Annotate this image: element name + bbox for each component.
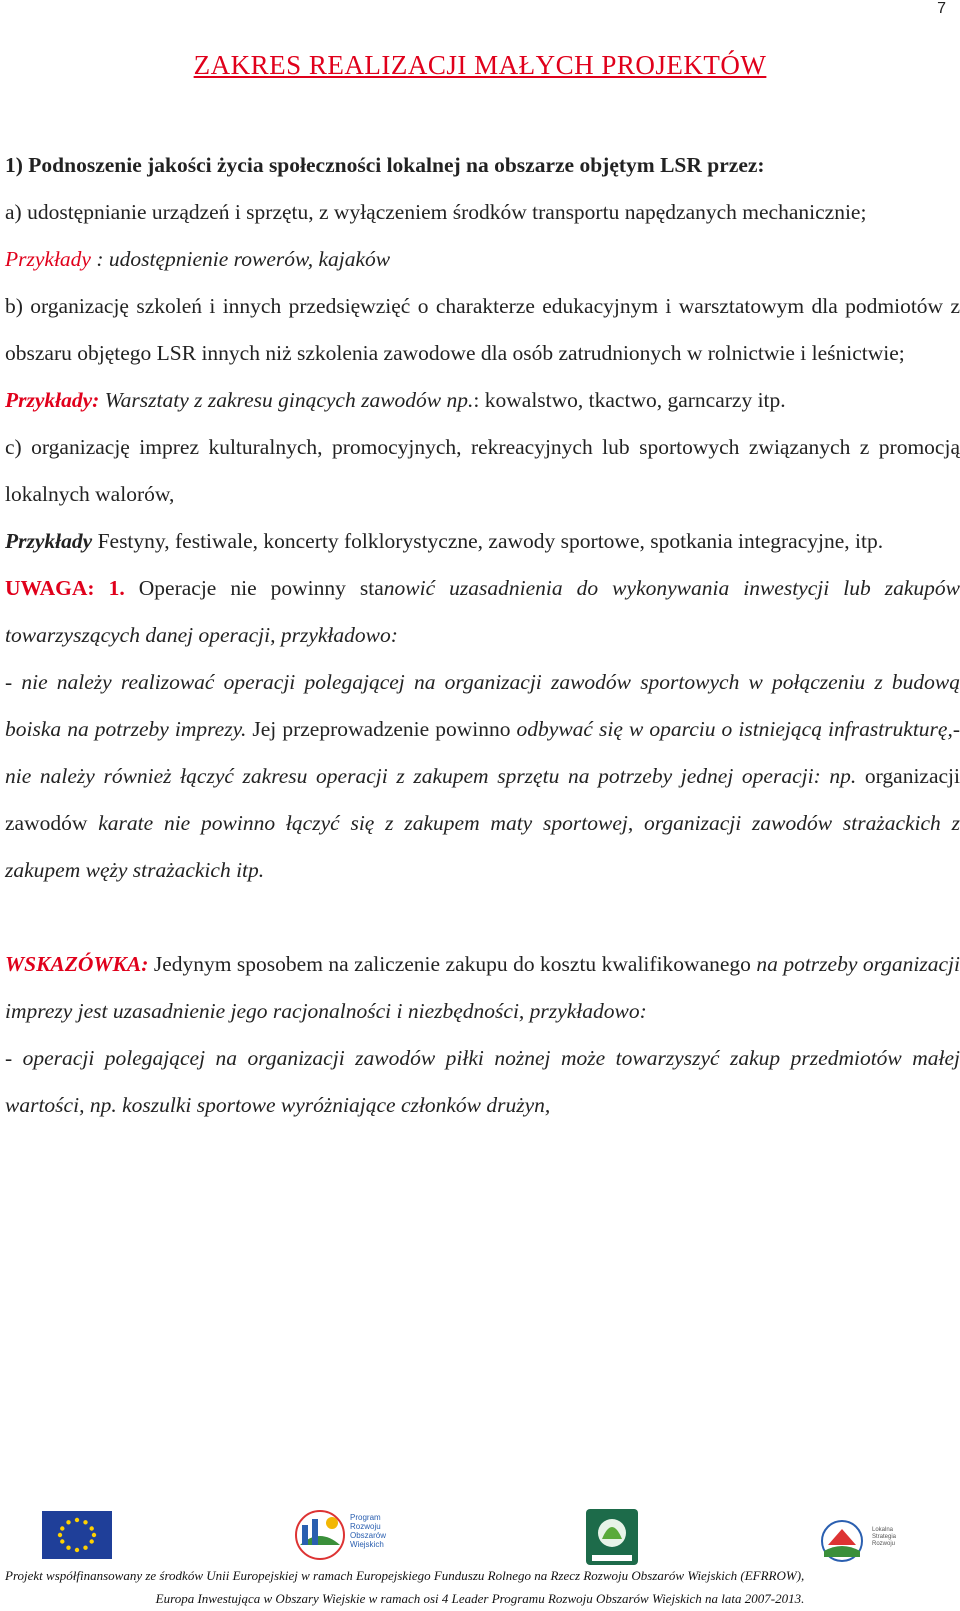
footer-line-1: Projekt współfinansowany ze środków Unii Europejskiej w ramach Europejskiego Funduszu Rolnego na Rzecz Rozwoju Obszarów Wiejskich (EFRROW), [5, 1568, 805, 1583]
prow-logo-text: Program Rozwoju Obszarów Wiejskich [350, 1513, 387, 1549]
paragraph-spacer [5, 894, 960, 941]
leader-logo-icon [586, 1509, 638, 1570]
footer-line-2: Europa Inwestująca w Obszary Wiejskie w ramach osi 4 Leader Programu Rozwoju Obszarów Wiejskich na lata 2007-2013. [155, 1591, 805, 1606]
logo-strip [0, 1505, 960, 1570]
example-text: Warsztaty z zakresu ginących zawodów np. [99, 388, 474, 412]
lgd-logo-text: Lokalna Strategia Rozwoju [872, 1527, 897, 1547]
wskazowka-text: na potrzeby organizacji imprezy jest uzasadnienie jego racjonalności i niezbędności, przykładowo: [5, 952, 960, 1023]
page-title: ZAKRES REALIZACJI MAŁYCH PROJEKTÓW [193, 50, 767, 80]
uwaga-example-text: - nie należy realizować operacji polegającej na organizacji zawodów sportowych w połączeniu z budową boiska na potrzeby imprezy. [5, 670, 960, 741]
example-label: Przykłady [5, 247, 91, 271]
uwaga-note [5, 565, 960, 659]
page-number: 7 [937, 0, 946, 17]
example-label: Przykłady: [5, 388, 100, 412]
item-a: a) udostępnianie urządzeń i sprzętu, z wyłączeniem środków transportu napędzanych mechanicznie; [5, 200, 867, 224]
item-b: b) organizację szkoleń i innych przedsięwzięć o charakterze edukacyjnym i warsztatowym dla podmiotów z obszaru objętego LSR innych niż szkolenia zawodowe dla osób zatrudnionych w rolnictwie i leśnictwie; [5, 294, 960, 365]
item-b-example [5, 377, 960, 424]
eu-flag-icon [42, 1511, 112, 1559]
example-label: Przykłady [5, 529, 93, 553]
item-c-example [5, 518, 960, 565]
example-text: : kowalstwo, tkactwo, garncarzy itp. [473, 388, 786, 412]
uwaga-example-text: organizacji zawodów [5, 764, 960, 835]
document-body [5, 142, 960, 1129]
example-text: Festyny, festiwale, koncerty folklorystyczne, zawody sportowe, spotkania integracyjne, itp. [92, 529, 884, 553]
item-a-example [5, 236, 960, 283]
item-c: c) organizację imprez kulturalnych, promocyjnych, rekreacyjnych lub sportowych związanych z promocją lokalnych walorów, [5, 435, 960, 506]
uwaga-example-text: karate nie powinno łączyć się z zakupem maty sportowej, organizacji zawodów strażackich z zakupem węży strażackich itp. [5, 811, 960, 882]
wskazowka-note [5, 941, 960, 1035]
lgd-logo-icon [818, 1515, 897, 1570]
uwaga-text: Operacje nie powinny sta [124, 576, 384, 600]
uwaga-example-text: Jej przeprowadzenie powin [246, 717, 489, 741]
example-text: : udostępnienie rowerów, kajaków [90, 247, 391, 271]
wskazowka-label: WSKAZÓWKA: [5, 952, 149, 976]
section-heading: 1) Podnoszenie jakości życia społeczności lokalnej na obszarze objętym LSR przez: [5, 153, 765, 177]
uwaga-label: UWAGA: 1. [5, 576, 125, 600]
wskazowka-text: Jedynym sposobem na zaliczenie zakupu do kosztu kwalifikowanego [148, 952, 751, 976]
uwaga-text: nowić uzasadnienia do wykonywania inwestycji lub zakupów towarzyszących danej operacji, przykładowo: [5, 576, 960, 647]
prow-logo-icon [292, 1505, 387, 1570]
wskazowka-example: - operacji polegającej na organizacji zawodów piłki nożnej może towarzyszyć zakup przedmiotów małej wartości, np. koszulki sportowe wyróżniające członków drużyn, [5, 1046, 960, 1117]
uwaga-example-text: odbywać się w oparciu o istniejącą infrastrukturę,- nie należy również łączyć zakresu operacji z zakupem sprzętu na potrzeby jednej operacji: np. [5, 717, 960, 788]
uwaga-example [5, 659, 960, 894]
uwaga-example-text: no [488, 717, 511, 741]
